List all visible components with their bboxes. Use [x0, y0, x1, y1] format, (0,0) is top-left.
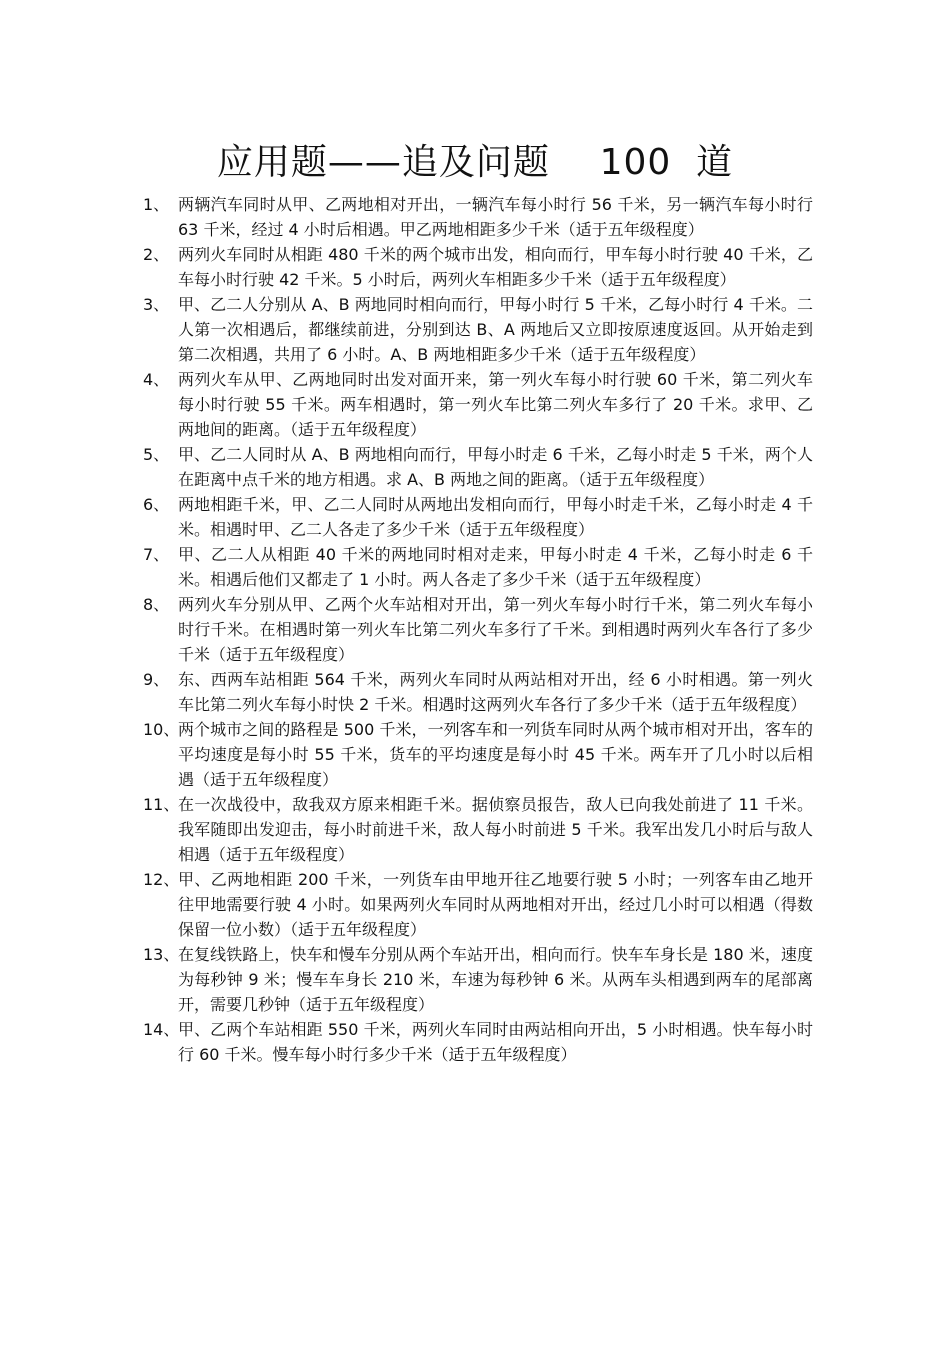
- problem-text: 两列火车分别从甲、乙两个火车站相对开出，第一列火车每小时行千米，第二列火车每小时行千米。在相遇时第一列火车比第二列火车多行了千米。到相遇时两列火车各行了多少千米（适于五年级程度）: [178, 595, 813, 664]
- problem-item: [143, 192, 813, 242]
- problem-item: [143, 292, 813, 367]
- problem-item: [143, 592, 813, 667]
- problem-item: [143, 867, 813, 942]
- problem-item: [143, 442, 813, 492]
- problem-number: 5、: [143, 445, 170, 464]
- problem-number: 11、: [143, 795, 180, 814]
- problem-item: [143, 717, 813, 792]
- problem-text: 两个城市之间的路程是 500 千米，一列客车和一列货车同时从两个城市相对开出，客车的平均速度是每小时 55 千米，货车的平均速度是每小时 45 千米。两车开了几小时以后相遇（适于五年级程度）: [178, 720, 813, 789]
- problem-number: 9、: [143, 670, 170, 689]
- problem-text: 甲、乙二人分别从 A、B 两地同时相向而行，甲每小时行 5 千米，乙每小时行 4 千米。二人第一次相遇后，都继续前进，分别到达 B、A 两地后又立即按原速度返回。从开始走到第二次相遇，共用了 6 小时。A、B 两地相距多少千米（适于五年级程度）: [178, 295, 813, 364]
- problem-number: 2、: [143, 245, 170, 264]
- problem-number: 6、: [143, 495, 170, 514]
- problem-text: 两列火车从甲、乙两地同时出发对面开来，第一列火车每小时行驶 60 千米，第二列火车每小时行驶 55 千米。两车相遇时，第一列火车比第二列火车多行了 20 千米。求甲、乙两地间的距离。（适于五年级程度）: [178, 370, 813, 439]
- problem-text: 两辆汽车同时从甲、乙两地相对开出，一辆汽车每小时行 56 千米，另一辆汽车每小时行 63 千米，经过 4 小时后相遇。甲乙两地相距多少千米（适于五年级程度）: [178, 195, 813, 239]
- problem-number: 7、: [143, 545, 170, 564]
- problem-text: 甲、乙二人从相距 40 千米的两地同时相对走来，甲每小时走 4 千米，乙每小时走 6 千米。相遇后他们又都走了 1 小时。两人各走了多少千米（适于五年级程度）: [178, 545, 813, 589]
- problem-text: 在一次战役中，敌我双方原来相距千米。据侦察员报告，敌人已向我处前进了 11 千米。我军随即出发迎击，每小时前进千米，敌人每小时前进 5 千米。我军出发几小时后与敌人相遇（适于五年级程度）: [178, 795, 813, 864]
- problem-number: 13、: [143, 945, 180, 964]
- problem-text: 两列火车同时从相距 480 千米的两个城市出发，相向而行，甲车每小时行驶 40 千米，乙车每小时行驶 42 千米。5 小时后，两列火车相距多少千米（适于五年级程度）: [178, 245, 813, 289]
- problem-number: 12、: [143, 870, 180, 889]
- problem-item: [143, 942, 813, 1017]
- problem-number: 1、: [143, 195, 170, 214]
- problem-number: 8、: [143, 595, 170, 614]
- problem-item: [143, 367, 813, 442]
- problem-list: [143, 192, 813, 1067]
- problem-item: [143, 542, 813, 592]
- problem-text: 两地相距千米，甲、乙二人同时从两地出发相向而行，甲每小时走千米，乙每小时走 4 千米。相遇时甲、乙二人各走了多少千米（适于五年级程度）: [178, 495, 813, 539]
- problem-number: 10、: [143, 720, 180, 739]
- problem-text: 甲、乙两个车站相距 550 千米，两列火车同时由两站相向开出，5 小时相遇。快车每小时行 60 千米。慢车每小时行多少千米（适于五年级程度）: [178, 1020, 813, 1064]
- problem-item: [143, 792, 813, 867]
- problem-item: [143, 1017, 813, 1067]
- problem-item: [143, 242, 813, 292]
- problem-number: 14、: [143, 1020, 180, 1039]
- problem-text: 甲、乙二人同时从 A、B 两地相向而行，甲每小时走 6 千米，乙每小时走 5 千米，两个人在距离中点千米的地方相遇。求 A、B 两地之间的距离。（适于五年级程度）: [178, 445, 813, 489]
- problem-item: [143, 492, 813, 542]
- problem-text: 东、西两车站相距 564 千米，两列火车同时从两站相对开出，经 6 小时相遇。第一列火车比第二列火车每小时快 2 千米。相遇时这两列火车各行了多少千米（适于五年级程度）: [178, 670, 813, 714]
- problem-text: 在复线铁路上，快车和慢车分别从两个车站开出，相向而行。快车车身长是 180 米，速度为每秒钟 9 米；慢车车身长 210 米，车速为每秒钟 6 米。从两车头相遇到两车的尾部离开，需要几秒钟（适于五年级程度）: [178, 945, 813, 1014]
- page-title: 应用题——追及问题 100 道: [216, 142, 734, 183]
- problem-item: [143, 667, 813, 717]
- problem-number: 4、: [143, 370, 170, 389]
- problem-text: 甲、乙两地相距 200 千米，一列货车由甲地开往乙地要行驶 5 小时；一列客车由乙地开往甲地需要行驶 4 小时。如果两列火车同时从两地相对开出，经过几小时可以相遇（得数保留一位小数）（适于五年级程度）: [178, 870, 813, 939]
- problem-number: 3、: [143, 295, 170, 314]
